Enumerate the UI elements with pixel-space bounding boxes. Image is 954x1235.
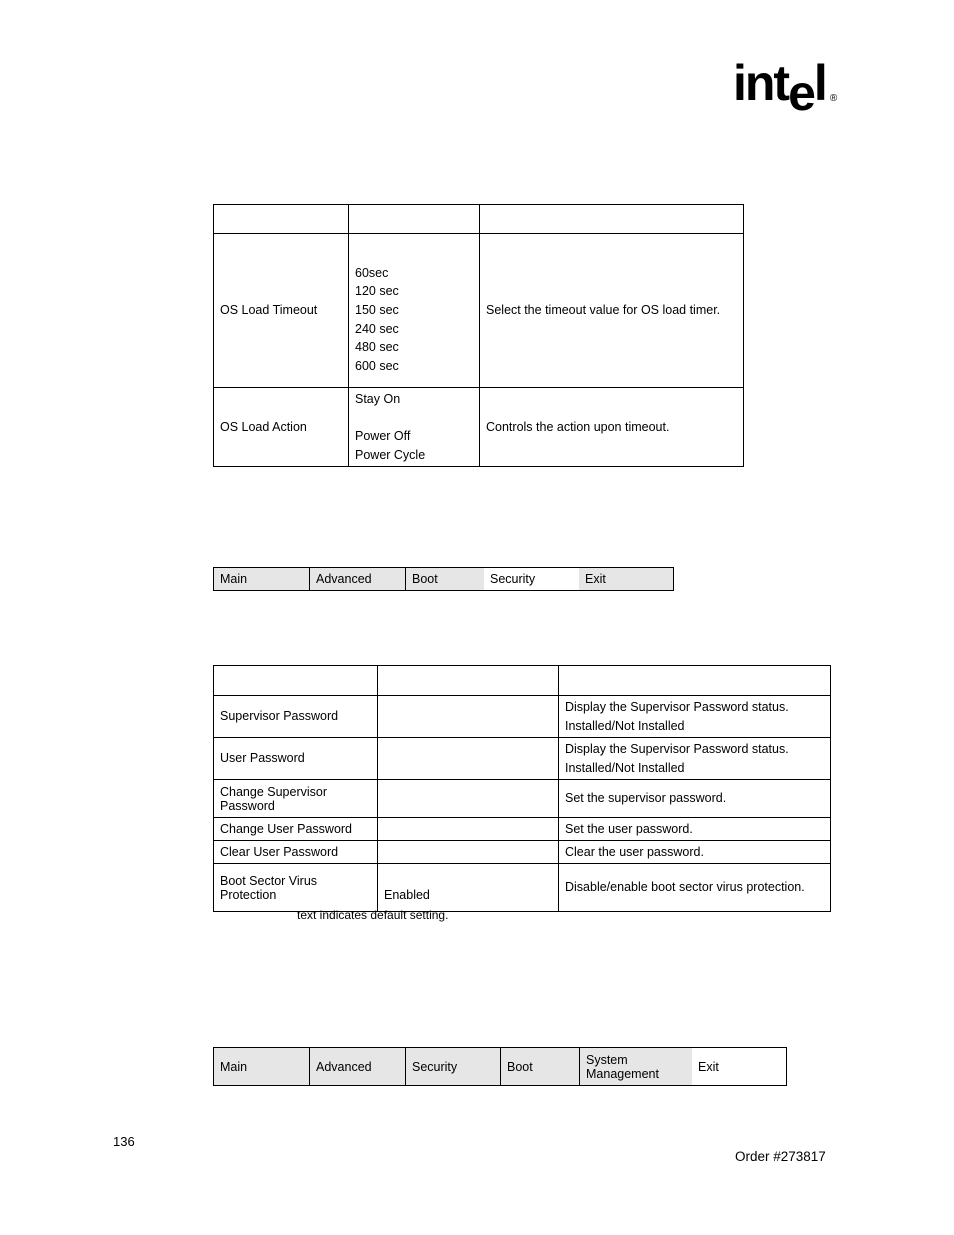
setting-name: OS Load Timeout xyxy=(214,234,349,388)
table-row xyxy=(214,780,831,818)
setting-description: Clear the user password. xyxy=(559,841,831,864)
logo-text-e: e xyxy=(788,65,814,121)
menu-tab-advanced[interactable]: Advanced xyxy=(310,568,406,590)
option: Power Off xyxy=(355,429,411,443)
setting-description: Controls the action upon timeout. xyxy=(480,388,744,467)
menu-tab-exit[interactable]: Exit xyxy=(692,1048,786,1085)
option: Power Cycle xyxy=(355,447,426,462)
setting-value: Enabled xyxy=(378,864,559,912)
setting-name: Clear User Password xyxy=(214,841,378,864)
setting-description: Disable/enable boot sector virus protection. xyxy=(559,864,831,912)
menu-tab-security[interactable]: Security xyxy=(406,1048,501,1085)
option: 150 sec xyxy=(355,302,399,317)
option: 60sec xyxy=(355,265,389,280)
setting-name: Change User Password xyxy=(214,818,378,841)
option: 240 sec xyxy=(355,321,399,336)
table-row xyxy=(214,696,831,738)
table-row xyxy=(214,388,744,467)
menu-tab-main[interactable]: Main xyxy=(214,1048,310,1085)
setting-name: OS Load Action xyxy=(214,388,349,467)
logo-text-l: l xyxy=(813,55,826,111)
default-setting-note: text indicates default setting. xyxy=(297,908,449,922)
setting-description: Display the Supervisor Password status. Installed/Not Installed xyxy=(559,738,831,780)
intel-logo xyxy=(733,55,838,121)
setting-value xyxy=(378,696,559,738)
order-number: Order #273817 xyxy=(735,1149,826,1164)
os-load-table xyxy=(213,204,744,467)
table-row xyxy=(214,864,831,912)
option: 480 sec xyxy=(355,340,399,355)
setting-value xyxy=(378,738,559,780)
table-header-row xyxy=(214,205,744,234)
setting-value xyxy=(378,841,559,864)
menu-tab-advanced[interactable]: Advanced xyxy=(310,1048,406,1085)
setting-description: Set the user password. xyxy=(559,818,831,841)
security-table xyxy=(213,665,831,912)
setting-description: Display the Supervisor Password status. Installed/Not Installed xyxy=(559,696,831,738)
menu-tab-boot[interactable]: Boot xyxy=(406,568,484,590)
option: 600 sec xyxy=(355,358,399,373)
table-row xyxy=(214,841,831,864)
setting-name: Supervisor Password xyxy=(214,696,378,738)
setting-description: Select the timeout value for OS load timer. xyxy=(480,234,744,388)
bios-menu-bar xyxy=(213,567,674,591)
option: 120 sec xyxy=(355,284,399,299)
setting-value xyxy=(378,818,559,841)
table-row xyxy=(214,738,831,780)
setting-name: User Password xyxy=(214,738,378,780)
option: Stay On xyxy=(355,391,401,406)
setting-name: Change Supervisor Password xyxy=(214,780,378,818)
menu-tab-security[interactable]: Security xyxy=(484,568,579,590)
menu-tab-system-management[interactable]: System Management xyxy=(580,1048,692,1085)
logo-text: int xyxy=(733,55,789,111)
page-number: 136 xyxy=(113,1134,135,1149)
setting-name: Boot Sector Virus Protection xyxy=(214,864,378,912)
table-header-row xyxy=(214,666,831,696)
registered-mark: ® xyxy=(829,93,838,104)
setting-options xyxy=(349,234,480,388)
menu-tab-boot[interactable]: Boot xyxy=(501,1048,580,1085)
setting-value xyxy=(378,780,559,818)
setting-options xyxy=(349,388,480,467)
table-row xyxy=(214,234,744,388)
setting-description: Set the supervisor password. xyxy=(559,780,831,818)
table-row xyxy=(214,818,831,841)
menu-tab-main[interactable]: Main xyxy=(214,568,310,590)
menu-tab-exit[interactable]: Exit xyxy=(579,568,673,590)
bios-menu-bar xyxy=(213,1047,787,1086)
